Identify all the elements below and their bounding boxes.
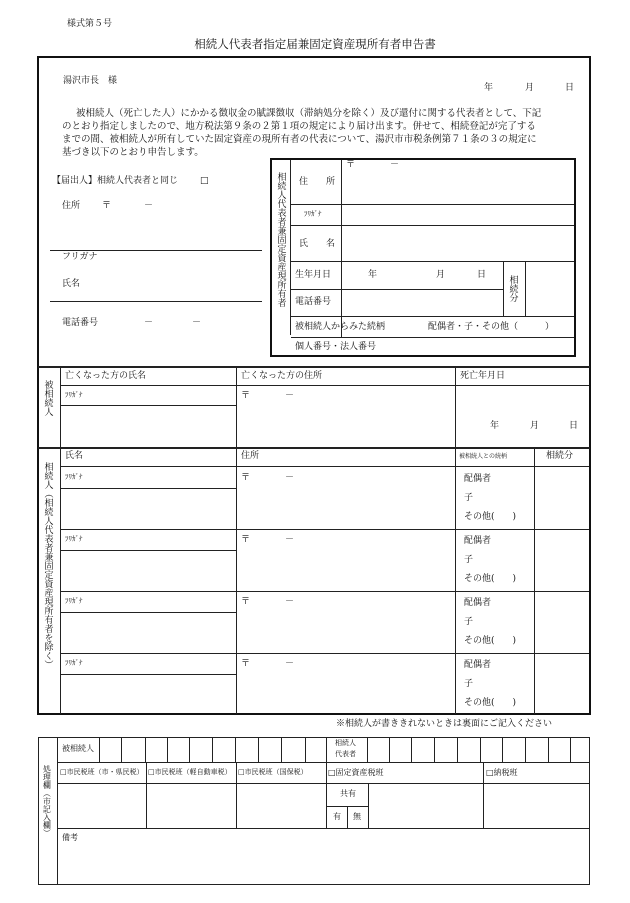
- heir-3-share-field[interactable]: [537, 593, 586, 651]
- death-year: 年: [490, 421, 500, 431]
- heir-2-furigana-label: ﾌﾘｶﾞﾅ: [65, 535, 83, 543]
- heir-4-share-field[interactable]: [537, 655, 586, 713]
- heir-3-address-field[interactable]: [239, 612, 451, 650]
- office-remarks-field[interactable]: [60, 846, 586, 882]
- dept-tax-payment[interactable]: □納税班: [486, 768, 518, 777]
- rep-furigana-label: ﾌﾘｶﾞﾅ: [304, 210, 322, 218]
- deceased-name-field[interactable]: [63, 408, 233, 444]
- intro-line-3: までの間、被相続人が所有していた固定資産の現所有者の代表について、湯沢市市税条例第７１条の３の規定に: [62, 134, 537, 145]
- heir-4-postal-dash: －: [285, 659, 295, 669]
- rep-share-label: 相続分: [507, 275, 518, 302]
- filer-postal-mark: 〒: [102, 201, 112, 211]
- heir-2-postal-dash: －: [285, 535, 295, 545]
- rep-birth-label: 生年月日: [295, 270, 332, 280]
- heir-3-furigana-label: ﾌﾘｶﾞﾅ: [65, 597, 83, 605]
- heir-4-address-field[interactable]: [239, 674, 451, 712]
- heir-1-postal-dash: －: [285, 473, 295, 483]
- filer-postal-dash: －: [144, 201, 154, 211]
- heir-3-rel-child[interactable]: 子: [464, 617, 474, 627]
- filer-address-field[interactable]: [96, 215, 256, 249]
- rep-relation-label: 被相続人からみた続柄: [295, 322, 386, 332]
- form-number: 様式第５号: [67, 19, 113, 29]
- heir-3-rel-other[interactable]: その他( ): [464, 636, 517, 646]
- heir-4-furigana-label: ﾌﾘｶﾞﾅ: [65, 659, 83, 667]
- deceased-address-field[interactable]: [239, 405, 451, 445]
- rep-address-field[interactable]: [344, 174, 572, 202]
- deceased-side-label: 被相続人: [42, 380, 53, 416]
- heir-2-postal-mark: 〒: [241, 535, 251, 545]
- same-as-representative-checkbox[interactable]: □: [200, 176, 209, 186]
- office-rep-id-field[interactable]: [368, 740, 588, 761]
- heir-4-rel-child[interactable]: 子: [464, 679, 474, 689]
- deceased-postal-dash: －: [285, 391, 295, 401]
- rep-birth-field[interactable]: [344, 263, 494, 287]
- rep-birth-day: 日: [477, 270, 487, 280]
- heir-1-address-field[interactable]: [239, 488, 451, 526]
- heir-address-header: 住所: [241, 451, 260, 461]
- rep-birth-month: 月: [436, 270, 446, 280]
- heir-4-name-field[interactable]: [63, 676, 233, 712]
- submission-year-label: 年: [484, 83, 494, 93]
- heir-1-share-field[interactable]: [537, 469, 586, 527]
- deceased-address-header: 亡くなった方の住所: [241, 371, 323, 381]
- heir-3-rel-spouse[interactable]: 配偶者: [464, 598, 492, 608]
- office-rep-label-2: 代表者: [335, 750, 356, 758]
- intro-line-1: 被相続人（死亡した人）にかかる徴収金の賦課徴収（滞納処分を除く）及び還付に関する代表者として、下記: [76, 108, 542, 119]
- overflow-note: ※相続人が書ききれないときは裏面にご記入ください: [336, 719, 553, 729]
- heir-4-rel-other[interactable]: その他( ): [464, 698, 517, 708]
- heir-2-rel-spouse[interactable]: 配偶者: [464, 536, 492, 546]
- office-rep-label-1: 相続人: [335, 739, 356, 747]
- office-shared-label: 共有: [340, 789, 356, 798]
- rep-name-field[interactable]: [344, 228, 572, 260]
- filer-address-label: 住所: [62, 201, 81, 211]
- heir-relation-header: 被相続人との続柄: [459, 453, 508, 460]
- heir-1-rel-spouse[interactable]: 配偶者: [464, 474, 492, 484]
- filer-phone-field[interactable]: [110, 312, 250, 332]
- filer-name-field[interactable]: [96, 265, 256, 299]
- heir-1-name-field[interactable]: [63, 490, 233, 526]
- rep-name-label: 氏 名: [299, 239, 336, 249]
- office-shared-yes[interactable]: 有: [333, 812, 341, 821]
- office-shared-no[interactable]: 無: [353, 812, 361, 821]
- rep-id-field[interactable]: [380, 339, 572, 355]
- heir-share-header: 相続分: [546, 451, 574, 461]
- dept-fixed-asset-tax[interactable]: □固定資産税班: [328, 768, 384, 777]
- rep-postal-dash: －: [390, 160, 400, 170]
- dept-national-health-tax[interactable]: □市民税班（国保税）: [238, 768, 308, 776]
- rep-relation-options[interactable]: 配偶者・子・その他（ ）: [428, 322, 555, 332]
- office-deceased-label: 被相続人: [62, 744, 94, 753]
- filer-phone-dash-1: －: [144, 318, 154, 328]
- filer-heading: 【届出人】相続人代表者と同じ: [52, 176, 179, 186]
- rep-share-field[interactable]: [528, 263, 572, 313]
- heir-3-postal-dash: －: [285, 597, 295, 607]
- death-month: 月: [530, 421, 540, 431]
- rep-postal-mark: 〒: [346, 160, 356, 170]
- filer-name-label: 氏名: [62, 279, 81, 289]
- heir-name-header: 氏名: [65, 451, 84, 461]
- intro-line-2: のとおり指定しましたので、地方税法第９条の２第１項の規定により届け出ます。併せて、相続登記が完了する: [62, 121, 536, 132]
- deceased-postal-mark: 〒: [241, 391, 251, 401]
- filer-phone-label: 電話番号: [62, 318, 99, 328]
- intro-line-4: 基づき以下のとおり申告します。: [62, 147, 204, 158]
- heir-1-rel-other[interactable]: その他( ): [464, 512, 517, 522]
- death-day: 日: [569, 421, 579, 431]
- death-date-header: 死亡年月日: [460, 371, 506, 381]
- office-remarks-label: 備考: [62, 833, 78, 842]
- heir-2-share-field[interactable]: [537, 531, 586, 589]
- deceased-furigana-label: ﾌﾘｶﾞﾅ: [65, 391, 83, 399]
- submission-day-label: 日: [565, 83, 575, 93]
- death-date-field[interactable]: [458, 389, 586, 444]
- heir-2-rel-child[interactable]: 子: [464, 555, 474, 565]
- rep-phone-label: 電話番号: [295, 297, 332, 307]
- heir-4-postal-mark: 〒: [241, 659, 251, 669]
- deceased-name-header: 亡くなった方の氏名: [65, 371, 147, 381]
- heir-2-name-field[interactable]: [63, 552, 233, 588]
- submission-month-label: 月: [525, 83, 535, 93]
- rep-phone-field[interactable]: [344, 291, 500, 313]
- dept-light-vehicle-tax[interactable]: □市民税班（軽自動車税）: [148, 768, 232, 776]
- rep-address-label: 住 所: [299, 177, 336, 187]
- filer-furigana-label: フリガナ: [62, 252, 98, 262]
- dept-resident-tax[interactable]: □市民税班（市・県民税）: [60, 768, 144, 776]
- filer-phone-dash-2: －: [192, 318, 202, 328]
- representative-side-label: 相続人代表者兼固定資産現所有者: [275, 172, 286, 307]
- rep-id-label: 個人番号・法人番号: [295, 342, 377, 352]
- office-side-label: 処理欄（市記入欄）: [42, 765, 52, 837]
- heir-3-name-field[interactable]: [63, 614, 233, 650]
- addressee: 湯沢市長 様: [63, 76, 118, 86]
- heir-2-rel-other[interactable]: その他( ): [464, 574, 517, 584]
- heir-1-rel-child[interactable]: 子: [464, 493, 474, 503]
- rep-birth-year: 年: [368, 270, 378, 280]
- heir-4-rel-spouse[interactable]: 配偶者: [464, 660, 492, 670]
- form-title: 相続人代表者指定届兼固定資産現所有者申告書: [194, 37, 436, 51]
- office-deceased-id-field[interactable]: [100, 740, 325, 761]
- heirs-side-label: 相続人（相続人代表者兼固定資産現所有者を除く）: [42, 462, 53, 669]
- heir-1-furigana-label: ﾌﾘｶﾞﾅ: [65, 473, 83, 481]
- heir-2-address-field[interactable]: [239, 550, 451, 588]
- heir-3-postal-mark: 〒: [241, 597, 251, 607]
- heir-1-postal-mark: 〒: [241, 473, 251, 483]
